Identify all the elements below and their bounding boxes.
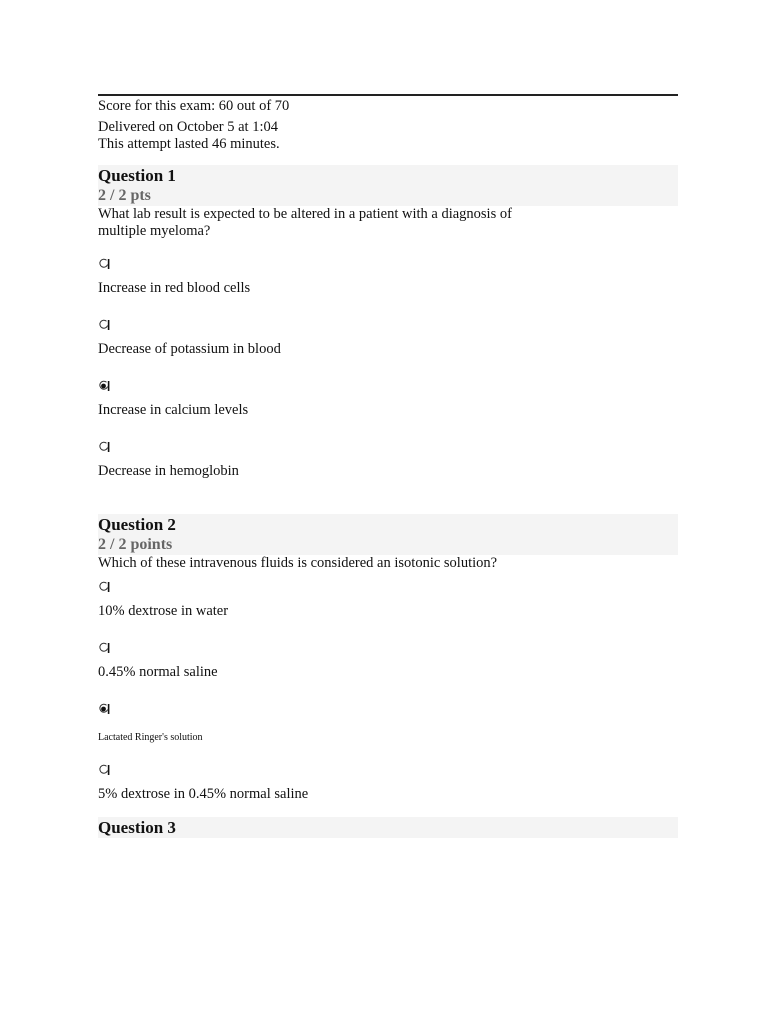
question-1-option-2[interactable] xyxy=(98,319,678,380)
question-2 xyxy=(98,514,678,825)
question-2-option-4-label: 5% dextrose in 0.45% normal saline xyxy=(98,786,309,802)
radio-unselected-icon[interactable] xyxy=(98,642,110,654)
question-1-header xyxy=(98,165,678,206)
top-divider xyxy=(98,94,678,96)
question-1-option-2-label: Decrease of potassium in blood xyxy=(98,341,281,357)
radio-selected-icon[interactable] xyxy=(98,703,110,715)
question-2-option-1-label: 10% dextrose in water xyxy=(98,603,229,619)
question-2-text: Which of these intravenous fluids is considered an isotonic solution? xyxy=(98,555,498,571)
question-1-text: What lab result is expected to be altered in a patient with a diagnosis of multiple myeloma? xyxy=(98,206,512,239)
radio-unselected-icon[interactable] xyxy=(98,319,110,331)
exam-results-page xyxy=(98,94,678,838)
question-1-points: 2 / 2 pts xyxy=(98,187,151,204)
question-1 xyxy=(98,165,678,502)
radio-unselected-icon[interactable] xyxy=(98,441,110,453)
question-2-option-2[interactable] xyxy=(98,642,678,703)
question-2-title: Question 2 xyxy=(98,515,176,534)
radio-unselected-icon[interactable] xyxy=(98,581,110,593)
question-2-option-2-label: 0.45% normal saline xyxy=(98,664,218,680)
question-1-option-3-label: Increase in calcium levels xyxy=(98,402,249,418)
question-1-option-3[interactable] xyxy=(98,380,678,441)
question-1-option-1[interactable] xyxy=(98,258,678,319)
exam-score: Score for this exam: 60 out of 70 xyxy=(98,98,290,114)
question-2-header xyxy=(98,514,678,555)
question-1-title: Question 1 xyxy=(98,166,176,185)
radio-selected-icon[interactable] xyxy=(98,380,110,392)
question-2-points: 2 / 2 points xyxy=(98,536,173,553)
question-2-option-1[interactable] xyxy=(98,581,678,642)
question-2-option-3-label: Lactated Ringer's solution xyxy=(98,732,203,743)
question-2-option-3[interactable] xyxy=(98,703,678,764)
attempt-duration: This attempt lasted 46 minutes. xyxy=(98,136,280,152)
radio-unselected-icon[interactable] xyxy=(98,258,110,270)
delivered-date: Delivered on October 5 at 1:04 xyxy=(98,119,278,135)
question-1-option-4[interactable] xyxy=(98,441,678,502)
radio-unselected-icon[interactable] xyxy=(98,764,110,776)
question-2-option-4[interactable] xyxy=(98,764,678,825)
question-1-option-4-label: Decrease in hemoglobin xyxy=(98,463,239,479)
question-3-title: Question 3 xyxy=(98,818,176,837)
question-1-option-1-label: Increase in red blood cells xyxy=(98,280,251,296)
